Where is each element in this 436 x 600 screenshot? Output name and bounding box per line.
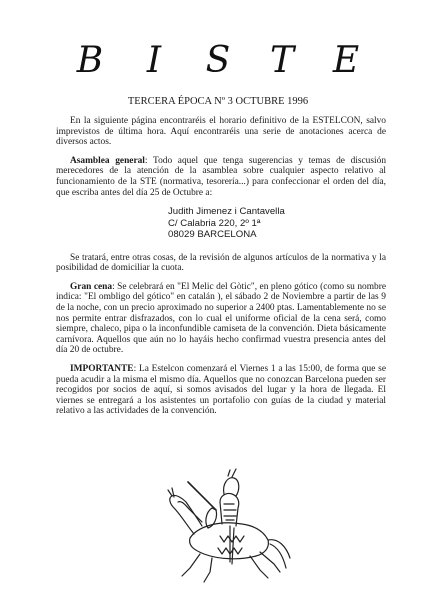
- masthead-title: [0, 40, 436, 81]
- masthead-letter: S: [205, 40, 231, 81]
- asamblea-text: : Todo aquel que tenga sugerencias y temas de discusión merecedores de la atención de la asamblea sobre cualquier aspecto relativo al funcionamiento de la STE (normativa, tesorería...) para confeccionar el orden del día, que escriba antes del día 25 de Octubre a:: [56, 155, 387, 198]
- address-name: Judith Jimenez i Cantavella: [168, 206, 285, 218]
- masthead-letter: T: [269, 40, 294, 81]
- article-body: [56, 116, 386, 425]
- address-street: C/ Calabria 220, 2º 1ª: [168, 217, 261, 229]
- importante-heading: IMPORTANTE: [70, 364, 134, 374]
- cena-heading: Gran cena: [70, 281, 113, 292]
- cena-paragraph: [56, 282, 386, 356]
- asamblea-paragraph: [56, 156, 386, 198]
- address-city: 08029 BARCELONA: [168, 229, 257, 241]
- cena-text: : Se celebrará en "El Melic del Gòtic", en pleno gótico (como su nombre indica: "El ombligo del gótico" en catalán ), el sábado 2 de Noviembre a partir de las 9 de la noche, con un precio aproximado no superior a 2400 ptas. Lamentablemente no se nos permite entrar disfrazados, con lo cual el uniforme oficial de la cena será, como siempre, chaleco, pipa o la inconfundible camiseta de la convención. Dieta básicamente carnívora. Aquellos que aún no lo hayáis hecho confirmad vuestra presencia antes del día 20 de octubre.: [56, 281, 386, 356]
- postal-address: [168, 206, 386, 241]
- knight-on-horse-illustration: [160, 468, 300, 588]
- masthead-letter: B: [76, 40, 104, 81]
- importante-text: : La Estelcon comenzará el Viernes 1 a las 15:00, de forma que se pueda acudir a la misma el mismo día. Aquellos que no conozcan Barcelona pueden ser recogidos por socios de aquí, si somos avisados del lugar y la hora de llegada. El viernes se entregará a los asistentes un portafolio con guías de la ciudad y material relativo a las actividades de la convención.: [56, 364, 386, 417]
- masthead-letter: I: [146, 40, 162, 81]
- intro-paragraph: En la siguiente página encontraréis el horario definitivo de la ESTELCON, salvo imprevistos de última hora. Aquí encontraréis una serie de anotaciones acerca de diversos actos.: [56, 116, 386, 148]
- masthead-letter: E: [332, 40, 360, 81]
- tratara-paragraph: Se tratará, entre otras cosas, de la revisión de algunos artículos de la normativa y la posibilidad de domiciliar la cuota.: [56, 252, 386, 274]
- issue-subtitle: TERCERA ÉPOCA Nº 3 OCTUBRE 1996: [127, 96, 309, 107]
- importante-paragraph: [56, 364, 386, 417]
- asamblea-heading: Asamblea general: [70, 155, 145, 166]
